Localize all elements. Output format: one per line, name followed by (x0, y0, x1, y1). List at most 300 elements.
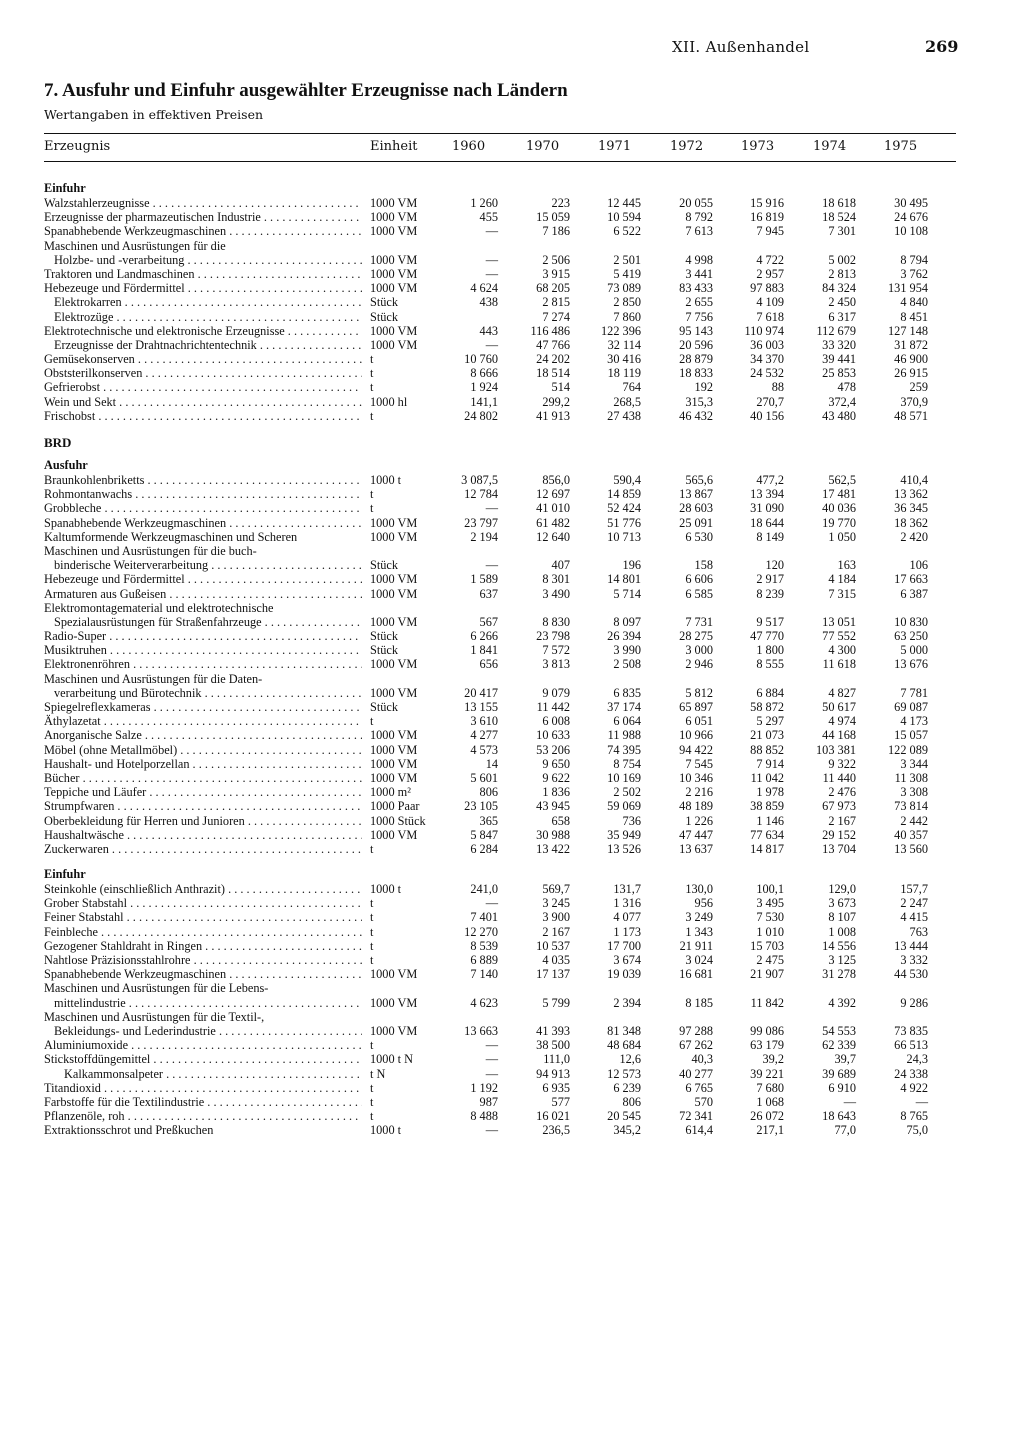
product-label: Grobbleche . . . (44, 501, 362, 515)
value-cell: 6 387 (900, 586, 928, 601)
value-cell: 30 988 (536, 827, 570, 842)
value-cell: 112 679 (816, 323, 856, 338)
product-label: Farbstoffe für die Textilindustrie . . . (44, 1095, 362, 1109)
value-cell: 31 872 (894, 337, 928, 352)
value-cell: 74 395 (607, 742, 641, 757)
value-cell: 8 097 (613, 614, 641, 629)
value-cell: 570 (694, 1094, 713, 1109)
value-cell: 656 (479, 657, 498, 672)
unit-cell: 1000 m² (370, 785, 411, 800)
column-header-1972: 1972 (670, 139, 704, 154)
value-cell: 6 935 (542, 1080, 570, 1095)
unit-cell: Stück (370, 309, 399, 324)
value-cell: 3 249 (685, 910, 713, 925)
value-cell: 2 957 (756, 266, 784, 281)
value-cell: 4 624 (470, 281, 498, 296)
value-cell: 856,0 (542, 473, 570, 487)
row-spacer (44, 451, 956, 458)
value-cell: 63 250 (894, 629, 928, 644)
value-cell: 40 156 (750, 408, 784, 423)
value-cell: 33 320 (822, 337, 856, 352)
value-cell: 6 765 (685, 1080, 713, 1095)
table-row (44, 210, 956, 224)
product-label: Wein und Sekt . . . (44, 395, 362, 409)
product-label: Obststerilkonserven . . . (44, 366, 362, 380)
value-cell: 122 089 (888, 742, 928, 757)
product-label: Holzbe- und -verarbeitung . . . (54, 253, 362, 267)
table-row (44, 501, 956, 515)
table-row (44, 629, 956, 643)
value-cell: 2 508 (613, 657, 641, 672)
value-cell: 6 884 (756, 685, 784, 700)
value-cell: 11 442 (536, 700, 570, 714)
table-row (44, 530, 956, 544)
value-cell: 2 655 (685, 295, 713, 310)
value-cell: 131,7 (613, 882, 641, 897)
product-label: Bekleidungs- und Lederindustrie . . . (54, 1024, 362, 1038)
value-cell: 9 622 (542, 770, 570, 785)
value-cell: 61 482 (536, 515, 570, 530)
value-cell: — (485, 224, 498, 239)
value-cell: 13 526 (607, 841, 641, 856)
value-cell: 5 000 (900, 643, 928, 658)
table-title: 7. Ausfuhr und Einfuhr ausgewählter Erzeugnisse nach Ländern (44, 80, 568, 101)
unit-cell: 1000 VM (370, 728, 418, 743)
value-cell: 110 974 (744, 323, 784, 338)
value-cell: 10 760 (464, 352, 498, 367)
value-cell: 12 445 (607, 196, 641, 210)
table-row (44, 1038, 956, 1052)
value-cell: 8 488 (470, 1109, 498, 1124)
value-cell: 365 (479, 813, 498, 828)
value-cell: — (915, 1094, 928, 1109)
value-cell: 410,4 (900, 473, 928, 487)
column-header-erzeugnis: Erzeugnis (44, 139, 111, 154)
table-row (44, 544, 956, 558)
value-cell: 34 370 (750, 352, 784, 367)
value-cell: 67 973 (822, 799, 856, 814)
product-label: Steinkohle (einschließlich Anthrazit) . . . (44, 882, 362, 896)
unit-cell: Stück (370, 629, 399, 644)
value-cell: 48 189 (679, 799, 713, 814)
value-cell: 40 277 (679, 1066, 713, 1081)
value-cell: 10 633 (536, 728, 570, 743)
value-cell: 18 514 (536, 366, 570, 381)
value-cell: 5 799 (542, 995, 570, 1010)
value-cell: — (485, 501, 498, 516)
value-cell: 17 700 (607, 938, 641, 953)
product-label: Aluminiumoxide . . . (44, 1038, 362, 1052)
value-cell: 763 (909, 924, 928, 939)
value-cell: 65 897 (679, 700, 713, 714)
value-cell: 141,1 (470, 394, 498, 409)
table-row (44, 925, 956, 939)
value-cell: 7 530 (756, 910, 784, 925)
value-cell: 10 537 (536, 938, 570, 953)
value-cell: 14 817 (750, 841, 784, 856)
column-header-einheit: Einheit (370, 139, 418, 154)
table-row (44, 896, 956, 910)
value-cell: 192 (694, 380, 713, 395)
value-cell: 2 450 (828, 295, 856, 310)
value-cell: 39 221 (750, 1066, 784, 1081)
value-cell: 443 (479, 323, 498, 338)
value-cell: 2 502 (613, 785, 641, 800)
value-cell: 16 681 (679, 967, 713, 982)
value-cell: 30 495 (894, 196, 928, 210)
value-cell: 16 021 (536, 1109, 570, 1124)
value-cell: 2 394 (613, 995, 641, 1010)
product-label: Spezialausrüstungen für Straßenfahrzeuge . . . (54, 615, 362, 629)
value-cell: 81 348 (607, 1023, 641, 1038)
value-cell: 41 913 (536, 408, 570, 423)
value-cell: 1 226 (685, 813, 713, 828)
value-cell: — (485, 1038, 498, 1053)
value-cell: 217,1 (756, 1123, 784, 1138)
unit-cell: 1000 VM (370, 529, 418, 544)
unit-cell: 1000 hl (370, 394, 408, 409)
table-row (44, 910, 956, 924)
unit-cell: 1000 VM (370, 337, 418, 352)
value-cell: 7 860 (613, 309, 641, 324)
unit-cell: t (370, 910, 374, 925)
product-label: Bücher . . . (44, 771, 362, 785)
table-row (44, 828, 956, 842)
table-row (44, 672, 956, 686)
value-cell: 14 801 (607, 572, 641, 587)
value-cell: 270,7 (756, 394, 784, 409)
value-cell: 41 010 (536, 501, 570, 516)
value-cell: 9 650 (542, 756, 570, 771)
unit-cell: 1000 VM (370, 572, 418, 587)
table-row (44, 882, 956, 896)
product-label: Elektrotechnische und elektronische Erzeugnisse . . . (44, 324, 362, 338)
table-row (44, 587, 956, 601)
unit-cell: 1000 t (370, 1123, 402, 1138)
value-cell: 18 833 (679, 366, 713, 381)
product-label: Teppiche und Läufer . . . (44, 785, 362, 799)
product-label: Strumpfwaren . . . (44, 799, 362, 813)
value-cell: 24 338 (894, 1066, 928, 1081)
value-cell: 44 168 (822, 728, 856, 743)
unit-cell: 1000 t (370, 473, 402, 487)
value-cell: 658 (551, 813, 570, 828)
value-cell: 3 308 (900, 785, 928, 800)
value-cell: 370,9 (900, 394, 928, 409)
value-cell: 39,2 (762, 1052, 784, 1067)
unit-cell: 1000 t (370, 882, 402, 897)
value-cell: 569,7 (542, 882, 570, 897)
value-cell: 4 573 (470, 742, 498, 757)
value-cell: 14 859 (607, 487, 641, 502)
value-cell: 13 560 (894, 841, 928, 856)
unit-cell: t (370, 841, 374, 856)
value-cell: 223 (551, 196, 570, 210)
value-cell: 407 (551, 558, 570, 573)
value-cell: 806 (479, 785, 498, 800)
table-row (44, 1052, 956, 1066)
value-cell: 26 394 (607, 629, 641, 644)
value-cell: 4 392 (828, 995, 856, 1010)
unit-cell: t (370, 1080, 374, 1095)
table-row (44, 814, 956, 828)
value-cell: 13 867 (679, 487, 713, 502)
value-cell: 11 042 (750, 770, 784, 785)
value-cell: 268,5 (613, 394, 641, 409)
value-cell: — (485, 1123, 498, 1138)
value-cell: 97 883 (750, 281, 784, 296)
product-label: Elektronenröhren . . . (44, 657, 362, 671)
unit-cell: t (370, 1038, 374, 1053)
value-cell: 4 035 (542, 953, 570, 967)
value-cell: 47 447 (679, 827, 713, 842)
value-cell: 77,0 (834, 1123, 856, 1138)
value-cell: 4 623 (470, 995, 498, 1010)
product-label: Spanabhebende Werkzeugmaschinen . . . (44, 224, 362, 238)
value-cell: 4 173 (900, 714, 928, 729)
value-cell: 31 278 (822, 967, 856, 982)
table-row (44, 799, 956, 813)
value-cell: 8 185 (685, 995, 713, 1010)
value-cell: 4 722 (756, 252, 784, 267)
value-cell: 6 064 (613, 714, 641, 729)
value-cell: 3 490 (542, 586, 570, 601)
value-cell: 100,1 (756, 882, 784, 897)
value-cell: 158 (694, 558, 713, 573)
value-cell: 1 192 (470, 1080, 498, 1095)
value-cell: — (843, 1094, 856, 1109)
value-cell: 1 010 (756, 924, 784, 939)
value-cell: 11 618 (822, 657, 856, 672)
product-label: Maschinen und Ausrüstungen für die Textil-, (44, 1009, 265, 1024)
value-cell: 12 640 (536, 529, 570, 544)
value-cell: 46 432 (679, 408, 713, 423)
value-cell: 8 792 (685, 210, 713, 225)
value-cell: 3 495 (756, 896, 784, 911)
table-row (44, 615, 956, 629)
product-label: Walzstahlerzeugnisse . . . (44, 196, 362, 210)
value-cell: 987 (479, 1094, 498, 1109)
value-cell: 11 842 (750, 995, 784, 1010)
table-row (44, 700, 956, 714)
value-cell: 15 916 (750, 196, 784, 210)
value-cell: 36 345 (894, 501, 928, 516)
value-cell: 6 008 (542, 714, 570, 729)
value-cell: 6 266 (470, 629, 498, 644)
value-cell: 20 055 (679, 196, 713, 210)
value-cell: 94 422 (679, 742, 713, 757)
product-label: mittelindustrie . . . (54, 996, 362, 1010)
value-cell: 7 756 (685, 309, 713, 324)
table-row (44, 953, 956, 967)
value-cell: 3 087,5 (461, 473, 498, 487)
table-row (44, 473, 956, 487)
unit-cell: t N (370, 1066, 386, 1081)
unit-cell: 1000 VM (370, 196, 418, 210)
unit-cell: 1000 VM (370, 967, 418, 982)
value-cell: 13 422 (536, 841, 570, 856)
value-cell: 67 262 (679, 1038, 713, 1053)
value-cell: 3 900 (542, 910, 570, 925)
value-cell: 438 (479, 295, 498, 310)
value-cell: 24 532 (750, 366, 784, 381)
unit-cell: t (370, 501, 374, 516)
value-cell: 3 245 (542, 896, 570, 911)
table-row (44, 967, 956, 981)
value-cell: 5 419 (613, 266, 641, 281)
row-spacer (44, 423, 956, 434)
value-cell: 21 073 (750, 728, 784, 743)
value-cell: 68 205 (536, 281, 570, 296)
product-label: Erzeugnisse der pharmazeutischen Industrie . . . (44, 210, 362, 224)
product-label: Anorganische Salze . . . (44, 728, 362, 742)
value-cell: 806 (622, 1094, 641, 1109)
value-cell: 5 601 (470, 770, 498, 785)
table-row (44, 1067, 956, 1081)
value-cell: 73 814 (894, 799, 928, 814)
product-label: Haushalt- und Hotelporzellan . . . (44, 757, 362, 771)
value-cell: 37 174 (607, 700, 641, 714)
value-cell: 7 613 (685, 224, 713, 239)
value-cell: 9 517 (756, 614, 784, 629)
value-cell: 52 424 (607, 501, 641, 516)
value-cell: 11 988 (607, 728, 641, 743)
value-cell: 6 530 (685, 529, 713, 544)
value-cell: 2 506 (542, 252, 570, 267)
value-cell: 12 784 (464, 487, 498, 502)
value-cell: 17 663 (894, 572, 928, 587)
value-cell: 10 346 (679, 770, 713, 785)
section-label: BRD (44, 435, 72, 450)
value-cell: — (485, 1066, 498, 1081)
value-cell: — (485, 558, 498, 573)
unit-cell: t (370, 380, 374, 395)
unit-cell: t (370, 408, 374, 423)
group-heading (44, 867, 956, 882)
value-cell: 40 357 (894, 827, 928, 842)
value-cell: 8 149 (756, 529, 784, 544)
value-cell: 7 572 (542, 643, 570, 658)
unit-cell: 1000 VM (370, 515, 418, 530)
value-cell: 103 381 (816, 742, 856, 757)
value-cell: 1 173 (613, 924, 641, 939)
value-cell: 77 634 (750, 827, 784, 842)
unit-cell: Stück (370, 295, 399, 310)
value-cell: 7 680 (756, 1080, 784, 1095)
value-cell: 83 433 (679, 281, 713, 296)
value-cell: 12,6 (619, 1052, 641, 1067)
running-header-section: XII. Außenhandel (672, 38, 810, 56)
value-cell: 2 442 (900, 813, 928, 828)
product-label: Grober Stabstahl . . . (44, 896, 362, 910)
value-cell: 637 (479, 586, 498, 601)
table-row (44, 686, 956, 700)
value-cell: 77 552 (822, 629, 856, 644)
value-cell: 163 (837, 558, 856, 573)
value-cell: 39 689 (822, 1066, 856, 1081)
value-cell: 20 596 (679, 337, 713, 352)
value-cell: — (485, 337, 498, 352)
value-cell: 7 545 (685, 756, 713, 771)
value-cell: 1 800 (756, 643, 784, 658)
value-cell: 10 713 (607, 529, 641, 544)
value-cell: 6 889 (470, 953, 498, 967)
value-cell: 315,3 (685, 394, 713, 409)
value-cell: 1 841 (470, 643, 498, 658)
value-cell: 2 420 (900, 529, 928, 544)
value-cell: 8 830 (542, 614, 570, 629)
value-cell: 7 945 (756, 224, 784, 239)
value-cell: 120 (765, 558, 784, 573)
product-label: Spiegelreflexkameras . . . (44, 700, 362, 714)
value-cell: 12 270 (464, 924, 498, 939)
value-cell: 5 297 (756, 714, 784, 729)
value-cell: 1 260 (470, 196, 498, 210)
value-cell: 4 922 (900, 1080, 928, 1095)
value-cell: 8 754 (613, 756, 641, 771)
value-cell: 44 530 (894, 967, 928, 982)
unit-cell: 1000 VM (370, 614, 418, 629)
table-row (44, 409, 956, 423)
value-cell: 47 766 (536, 337, 570, 352)
group-heading (44, 458, 956, 473)
table-row (44, 572, 956, 586)
value-cell: 106 (909, 558, 928, 573)
value-cell: 15 057 (894, 728, 928, 743)
value-cell: 11 308 (894, 770, 928, 785)
value-cell: 46 900 (894, 352, 928, 367)
value-cell: 28 879 (679, 352, 713, 367)
product-label: Spanabhebende Werkzeugmaschinen . . . (44, 967, 362, 981)
value-cell: 40,3 (691, 1052, 713, 1067)
value-cell: 99 086 (750, 1023, 784, 1038)
value-cell: 3 673 (828, 896, 856, 911)
column-header-1975: 1975 (884, 139, 918, 154)
table-row (44, 487, 956, 501)
table-row (44, 516, 956, 530)
value-cell: 736 (622, 813, 641, 828)
table-row (44, 785, 956, 799)
value-cell: 4 184 (828, 572, 856, 587)
value-cell: 8 301 (542, 572, 570, 587)
value-cell: 764 (622, 380, 641, 395)
value-cell: 6 239 (613, 1080, 641, 1095)
table-row (44, 352, 956, 366)
value-cell: 4 415 (900, 910, 928, 925)
value-cell: 39,7 (834, 1052, 856, 1067)
group-label: Ausfuhr (44, 458, 88, 472)
group-label: Einfuhr (44, 867, 86, 882)
value-cell: 97 288 (679, 1023, 713, 1038)
table-row (44, 366, 956, 380)
product-label: Gefrierobst . . . (44, 380, 362, 394)
value-cell: 48 571 (894, 408, 928, 423)
unit-cell: 1000 Paar (370, 799, 420, 814)
column-header-1960: 1960 (452, 139, 486, 154)
value-cell: 48 684 (607, 1038, 641, 1053)
value-cell: 131 954 (888, 281, 928, 296)
value-cell: 23 105 (464, 799, 498, 814)
value-cell: 24,3 (906, 1052, 928, 1067)
table-row (44, 380, 956, 394)
value-cell: 4 827 (828, 685, 856, 700)
table-row (44, 657, 956, 671)
value-cell: 10 966 (679, 728, 713, 743)
product-label: Pflanzenöle, roh . . . (44, 1109, 362, 1123)
unit-cell: Stück (370, 643, 399, 658)
value-cell: 196 (622, 558, 641, 573)
value-cell: 129,0 (828, 882, 856, 897)
